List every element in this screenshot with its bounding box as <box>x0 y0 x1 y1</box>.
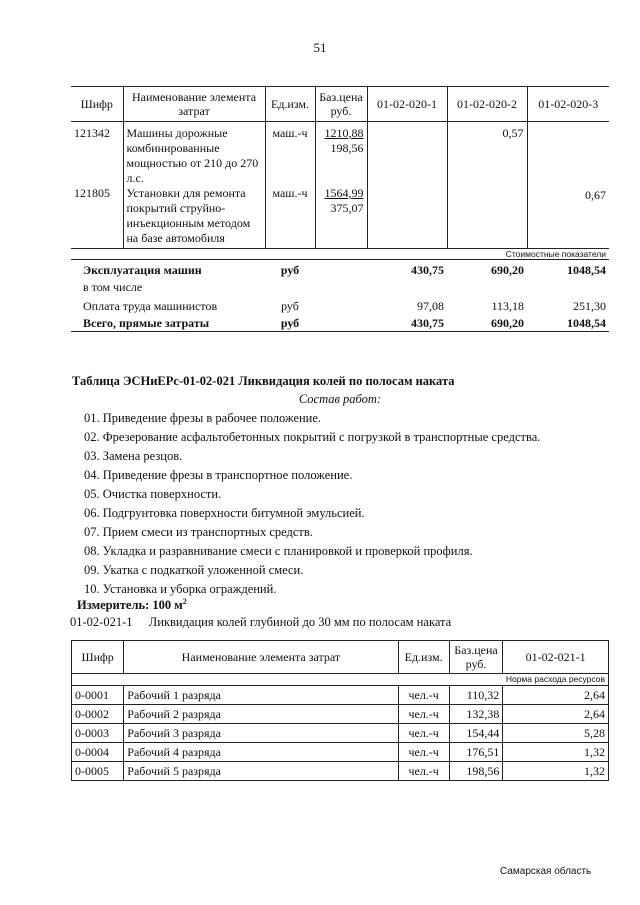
list-item: 08. Укладка и разравнивание смеси с планировкой и проверкой профиля. <box>84 544 473 558</box>
table-row <box>72 724 609 743</box>
item-name: Ликвидация колей глубиной до 30 мм по полосам наката <box>148 615 452 629</box>
summary-row <box>71 297 609 314</box>
summary-c2: 113,18 <box>491 299 524 313</box>
row-c1 <box>367 186 447 249</box>
row-price: 176,51 <box>449 743 503 762</box>
row-unit: чел.-ч <box>398 705 449 724</box>
list-item: 10. Установка и уборка ограждений. <box>84 582 277 596</box>
table-row <box>72 705 609 724</box>
meter-text: Измеритель: 100 м <box>77 598 183 613</box>
summary-name: Оплата труда машинистов <box>83 299 218 313</box>
summary-c1: 430,75 <box>411 263 444 277</box>
list-item: 06. Подгрунтовка поверхности битумной эмульсией. <box>84 506 365 520</box>
row-unit: чел.-ч <box>398 686 449 705</box>
summary-name: в том числе <box>83 280 143 294</box>
summary-unit: руб <box>280 263 300 277</box>
summary-name: Эксплуатация машин <box>83 263 202 277</box>
row-code: 0-0005 <box>72 762 124 781</box>
table-row <box>72 743 609 762</box>
header-col3: 01-02-020-3 <box>527 87 609 122</box>
row-value: 2,64 <box>503 686 609 705</box>
norm-caption-row <box>72 674 609 686</box>
row-price <box>315 122 367 187</box>
list-item: 09. Укатка с подкаткой уложенной смеси. <box>84 563 304 577</box>
row-price: 198,56 <box>449 762 503 781</box>
machines-table <box>71 86 609 332</box>
works-heading: Состав работ: <box>298 392 382 406</box>
row-code: 121805 <box>74 186 110 200</box>
table-row <box>71 122 609 187</box>
row-unit: маш.-ч <box>265 122 315 187</box>
header-code: Шифр <box>72 641 124 674</box>
row-price: 154,44 <box>449 724 503 743</box>
summary-row <box>71 278 609 297</box>
summary-row <box>71 314 609 332</box>
meter-label <box>77 597 187 613</box>
cost-caption: Стоимостные показатели <box>71 249 609 260</box>
resources-table <box>71 640 609 781</box>
row-name: Рабочий 1 разряда <box>124 686 398 705</box>
table-row <box>71 186 609 249</box>
works-list <box>84 409 540 599</box>
row-value: 1,32 <box>503 743 609 762</box>
row-c3 <box>527 122 609 187</box>
section-title: Таблица ЭСНиЕРс-01-02-021 Ликвидация колей по полосам наката <box>72 374 455 388</box>
summary-c1: 97,08 <box>417 299 444 313</box>
row-code: 0-0003 <box>72 724 124 743</box>
header-price: Баз.цена руб. <box>449 641 503 674</box>
header-name: Наименование элемента затрат <box>124 641 398 674</box>
row-name: Рабочий 2 разряда <box>124 705 398 724</box>
row-c2 <box>447 186 527 249</box>
summary-c3: 1048,54 <box>527 314 609 332</box>
header-code: Шифр <box>71 87 123 122</box>
table-header <box>72 641 609 674</box>
table-row <box>72 686 609 705</box>
summary-name: Всего, прямые затраты <box>71 314 265 332</box>
summary-c2: 690,20 <box>491 263 524 277</box>
summary-unit: руб <box>281 299 299 313</box>
row-code: 0-0002 <box>72 705 124 724</box>
row-unit: чел.-ч <box>398 724 449 743</box>
header-col1: 01-02-021-1 <box>503 641 609 674</box>
price-primary: 1210,88 <box>324 126 364 140</box>
list-item: 03. Замена резцов. <box>84 449 183 463</box>
row-value: 1,32 <box>503 762 609 781</box>
list-item: 07. Прием смеси из транспортных средств. <box>84 525 313 539</box>
price-secondary: 375,07 <box>330 201 364 215</box>
summary-c1: 430,75 <box>367 314 447 332</box>
summary-row <box>71 260 609 279</box>
summary-unit: руб <box>265 314 315 332</box>
page-number: 51 <box>313 40 327 55</box>
row-name: Машины дорожные комбинированные мощностью от 210 до 270 л.с. <box>123 122 265 187</box>
row-code: 121342 <box>74 126 110 140</box>
header-price: Баз.цена руб. <box>315 87 367 122</box>
meter-superscript: 2 <box>182 597 187 606</box>
row-c1 <box>367 122 447 187</box>
row-unit: маш.-ч <box>265 186 315 249</box>
item-line <box>70 615 451 630</box>
row-name: Рабочий 4 разряда <box>124 743 398 762</box>
row-code: 0-0001 <box>72 686 124 705</box>
row-code: 0-0004 <box>72 743 124 762</box>
list-item: 05. Очистка поверхности. <box>84 487 222 501</box>
row-price: 110,32 <box>449 686 503 705</box>
row-unit: чел.-ч <box>398 762 449 781</box>
header-col1: 01-02-020-1 <box>367 87 447 122</box>
list-item: 04. Приведение фрезы в транспортное положение. <box>84 468 353 482</box>
footer-region: Самарская область <box>500 866 592 877</box>
summary-c2: 690,20 <box>447 314 527 332</box>
row-value: 2,64 <box>503 705 609 724</box>
price-primary: 1564,99 <box>324 186 364 200</box>
row-c3: 0,67 <box>527 186 609 249</box>
row-name: Рабочий 3 разряда <box>124 724 398 743</box>
row-name: Установки для ремонта покрытий струйно-инъекционным методом на базе автомобиля <box>123 186 265 249</box>
header-name: Наименование элемента затрат <box>123 87 265 122</box>
row-c2: 0,57 <box>447 122 527 187</box>
norm-caption: Норма расхода ресурсов <box>503 674 609 686</box>
price-secondary: 198,56 <box>330 141 364 155</box>
summary-c3: 1048,54 <box>567 263 606 277</box>
header-unit: Ед.изм. <box>398 641 449 674</box>
table-row <box>72 762 609 781</box>
row-value: 5,28 <box>503 724 609 743</box>
list-item: 01. Приведение фрезы в рабочее положение. <box>84 411 322 425</box>
summary-c3: 251,30 <box>573 299 606 313</box>
row-price: 132,38 <box>449 705 503 724</box>
row-unit: чел.-ч <box>398 743 449 762</box>
table-header <box>71 87 609 122</box>
cost-caption-row <box>71 249 609 260</box>
row-name: Рабочий 5 разряда <box>124 762 398 781</box>
header-col2: 01-02-020-2 <box>447 87 527 122</box>
item-code: 01-02-021-1 <box>70 615 133 629</box>
header-unit: Ед.изм. <box>265 87 315 122</box>
row-price <box>315 186 367 249</box>
list-item: 02. Фрезерование асфальтобетонных покрытий с погрузкой в транспортные средства. <box>84 430 541 444</box>
